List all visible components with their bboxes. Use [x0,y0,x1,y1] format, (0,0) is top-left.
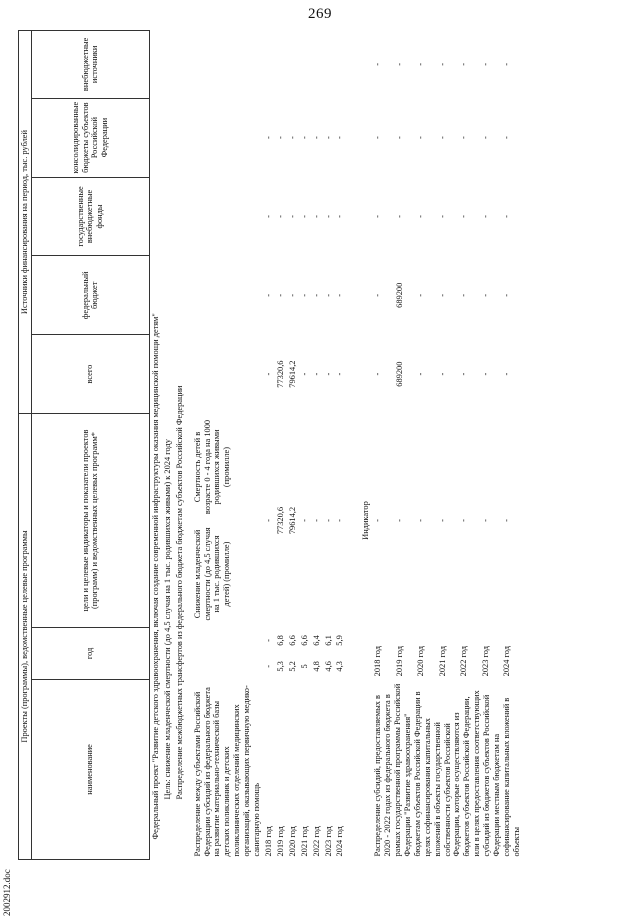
total-value: 689200 [394,361,404,387]
header-consolidated: консолидированные бюджеты субъектов Российской Федерации [31,98,149,177]
header-year: год [31,628,149,680]
ext-value: - [275,136,285,140]
federal-value: - [416,293,426,297]
ext-value: - [480,62,490,66]
year-cell: 2024 год [502,646,512,677]
year-cell: 2019 год [275,826,285,857]
table-row [263,31,275,860]
state-value: - [459,215,469,218]
cons-value: - [480,136,490,140]
block2-rows [372,31,523,860]
federal-value: - [480,293,490,297]
total-value: - [335,519,345,522]
federal-value: - [323,372,333,376]
cons-value: - [263,215,273,218]
table-row [287,31,299,860]
table-row [275,31,287,860]
cons-value: - [299,215,309,218]
cons-value: - [394,136,404,140]
federal-value: - [335,372,345,376]
federal-value: - [263,372,273,376]
year-cell: 2024 год [335,826,345,857]
page-number: 269 [308,6,332,22]
federal-value: - [437,293,447,297]
ext-value: - [263,136,273,140]
footer-filename: 2002912.doc [2,869,12,916]
federal-value: - [459,293,469,297]
federal-value: - [299,372,309,376]
total-value: - [437,372,447,376]
total-value: - [263,519,273,522]
state-value: - [394,215,404,218]
year-cell: 2018 год [373,646,383,677]
state-value: - [263,293,273,297]
cons-value: - [502,136,512,140]
total-value: - [502,372,512,376]
year-cell: 2020 год [287,826,297,857]
ext-value: - [287,136,297,140]
total-value: - [480,372,490,376]
cons-value: - [323,215,333,218]
indicator-2-value: 6,6 [287,635,297,646]
indicator-value: - [373,519,383,522]
total-value: - [323,519,333,522]
header-indicators: цели и целевые индикаторы и показатели проектов (программ) и ведомственных целевых программ* [31,414,149,628]
ext-value: - [502,62,512,66]
header-group-financing: Источники финансирования на период, тыс. рублей [19,31,32,414]
indicator-values [323,628,335,680]
ext-value: - [323,136,333,140]
year-cell: 2022 год [311,826,321,857]
indicator-value: - [459,519,469,522]
federal-value: 689200 [394,282,404,308]
ext-value: - [311,136,321,140]
indicator-value: - [437,519,447,522]
indicator-2-value: 6,1 [323,635,333,646]
table-row [311,31,323,860]
block2-indicator-label: Индикатор [361,501,371,540]
state-value: - [437,215,447,218]
block1-indicator-1: Снижение младенческой смертности (до 4,5 случая на 1 тыс. родившихся детей) (промилле) [192,527,232,621]
subsection-title: Распределение межбюджетных трансфертов из федерального бюджета бюджетам субъектов Российской Федерации [174,385,184,800]
header-federal: федеральный бюджет [31,256,149,335]
federal-value: 77320,6 [275,360,285,388]
ext-value: - [373,62,383,66]
year-cell: 2020 год [416,646,426,677]
ext-value: - [459,62,469,66]
block1-name: Распределение между субъектами Российской Федерации субсидий из федерального бюджета на развитие материально-технической базы детских поликлиник и детских поликлинических отделений медицинских организаций, оказывающих первичную медико-санитарную помощь [192,685,262,857]
federal-value: - [373,293,383,297]
indicator-value: - [394,519,404,522]
federal-value: - [311,372,321,376]
year-cell: 2023 год [480,646,490,677]
project-title: Федеральный проект "Развитие детского здравоохранения, включая создание современной инфраструктуры оказания медицинской помощи детям" [150,313,160,840]
state-value: - [480,215,490,218]
total-value: - [311,519,321,522]
block1-indicator-2: Смертность детей в возрасте 0 - 4 года на 1000 родившихся живыми (промилле) [192,419,232,515]
rotated-table-page [10,26,626,886]
state-value: - [287,293,297,297]
header-group-projects: Проекты (программы), ведомственные целевые программы [19,414,32,860]
indicator-1-value: 5 [299,664,309,669]
cons-value: - [416,136,426,140]
indicator-value: - [480,519,490,522]
indicator-values [263,628,275,680]
block2-name: Распределение субсидий, предоставляемых в 2020 - 2022 годах из федерального бюджета в рамках государственной программы Российской Федерации "Развитие здравоохранения" бюджетам субъектов Российской Федерации в целях софинансирования капитальных вложений в объекты государственной собственности субъектов Российской Федерации, которые осуществляются из бюджетов субъектов Российской Федерации, или в целях предоставления соответствующих субсидий из бюджетов субъектов Российской Федерации местным бюджетам на софинансирование капитальных вложений в объекты [373,683,521,857]
indicator-1-value: 5,3 [275,661,285,672]
state-value: - [416,215,426,218]
indicator-1-value: 5,2 [287,661,297,672]
ext-value: - [335,136,345,140]
header-total: всего [31,335,149,414]
indicator-1-value: 4,8 [311,661,321,672]
total-value: - [416,372,426,376]
state-value: - [373,215,383,218]
state-value: - [299,293,309,297]
year-cell: 2023 год [323,826,333,857]
federal-value: - [502,293,512,297]
indicator-value: - [502,519,512,522]
header-extrabudgetary: внебюджетные источники [31,31,149,99]
cons-value: - [311,215,321,218]
cons-value: - [459,136,469,140]
total-value: - [459,372,469,376]
ext-value: - [394,62,404,66]
year-cell: 2019 год [394,646,404,677]
year-cell: 2018 год [263,826,273,857]
indicator-1-value: 4,6 [323,661,333,672]
indicator-1-value: - [263,664,273,668]
project-goal: Цель: снижение младенческой смертности (до 4,5 случая на 1 тыс. родившихся живыми) к 2024 году [162,439,172,800]
state-value: - [275,293,285,297]
indicator-2-value: 5,9 [335,635,345,646]
indicator-2-value: 6,4 [311,635,321,646]
cons-value: - [287,215,297,218]
header-name: наименование [31,679,149,859]
federal-value: 79614,2 [287,360,297,388]
table-row [299,31,311,860]
table-row [334,31,346,860]
state-value: - [502,215,512,218]
indicator-values [275,628,287,680]
ext-value: - [299,136,309,140]
indicator-2-value: 6,8 [275,635,285,646]
cons-value: - [275,215,285,218]
indicator-values [287,628,299,680]
indicator-values [334,628,346,680]
state-value: - [323,293,333,297]
cons-value: - [335,215,345,218]
state-value: - [311,293,321,297]
year-cell: 2021 год [299,826,309,857]
table-row [323,31,335,860]
indicator-values [299,628,311,680]
block1-rows [263,31,346,860]
total-value: - [373,372,383,376]
ext-value: - [437,62,447,66]
year-cell: 2021 год [437,646,447,677]
cons-value: - [437,136,447,140]
indicator-value: - [416,519,426,522]
total-value: 77320,6 [275,506,285,535]
indicator-2-value: 6,6 [299,635,309,646]
header-state-funds: государственные внебюджетные фонды [31,177,149,256]
indicator-2-value: - [263,639,273,642]
financing-table [18,30,523,860]
indicator-1-value: 4,3 [335,661,345,672]
state-value: - [335,293,345,297]
total-value: - [299,519,309,522]
indicator-values [311,628,323,680]
table-row [372,31,394,860]
ext-value: - [416,62,426,66]
year-cell: 2022 год [459,646,469,677]
cons-value: - [373,136,383,140]
total-value: 79614,2 [287,506,297,535]
